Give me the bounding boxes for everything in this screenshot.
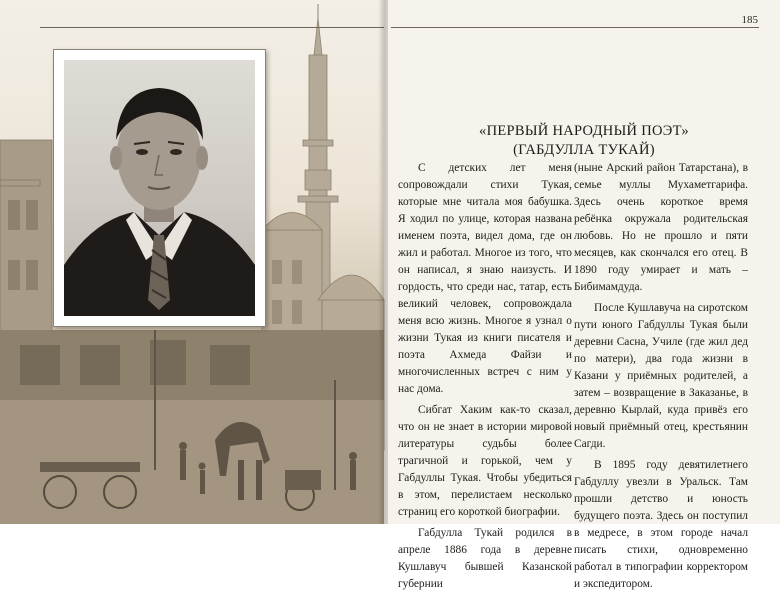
header-rule-left bbox=[40, 27, 384, 28]
page-number: 185 bbox=[741, 14, 758, 26]
paragraph: (ныне Арский район Татарстана), в семье муллы Мухаметгарифа. Здесь очень короткое время ребёнка окружала родительская любовь. Но не прошло и пяти месяцев, как скончался его отец. В 1890 году умирает и мать – Бибимамдуда. bbox=[574, 162, 748, 293]
text-column-right bbox=[574, 160, 748, 597]
right-page bbox=[388, 0, 780, 590]
chapter-title bbox=[388, 122, 780, 160]
paragraph: Габдулла Тукай родился в апреле 1886 года в деревне Кушлавуч бывшей Казанской губернии bbox=[398, 527, 572, 590]
paragraph: В 1895 году девятилетнего Габдуллу увезли в Уральск. Там прошли детство и юность будущего поэта. Здесь он поступил в медресе, в этом городе начал писать стихи, одновременно работал в типографии корректором и экспедитором. bbox=[574, 459, 748, 590]
portrait-frame bbox=[53, 49, 266, 327]
chapter-title-line-1: «ПЕРВЫЙ НАРОДНЫЙ ПОЭТ» bbox=[479, 123, 689, 139]
paragraph: Сибгат Хаким как-то сказал, что он не знает в истории мировой литературы судьбы более трагичной и горькой, чем у Габдуллы Тукая. Чтобы убедиться в этом, перелистаем несколько страниц его короткой биографии. bbox=[398, 404, 572, 518]
chapter-title-line-2: (ГАБДУЛЛА ТУКАЙ) bbox=[513, 142, 655, 158]
paragraph: После Кушлавуча на сиротском пути юного Габдуллы Тукая были деревни Сасна, Училе (где жил дед по матери), два года жизни в Казани у приёмных родителей, а затем – возвращение в Заказанье, в деревню Кырлай, куда привёз его новый приёмный отец, крестьянин Сагди. bbox=[574, 302, 748, 450]
portrait-figure bbox=[64, 60, 255, 316]
left-page bbox=[0, 0, 384, 524]
text-column-left bbox=[398, 160, 572, 597]
paragraph: С детских лет меня сопровождали стихи Тукая, которые мне читала моя бабушка. Я ходил по улице, которая названа именем поэта, видел дома, где он жил и работал. Многое из того, что он написал, я знаю наизусть. И гордость, что среди нас, татар, есть великий человек, сопровождала меня всю жизнь. Многое я узнал о жизни Тукая из книги писателя и поэта Ахмеда Файзи и многочисленных встреч с ним у нас дома. bbox=[398, 162, 572, 395]
header-rule-right bbox=[391, 27, 759, 28]
portrait-photo bbox=[64, 60, 255, 316]
